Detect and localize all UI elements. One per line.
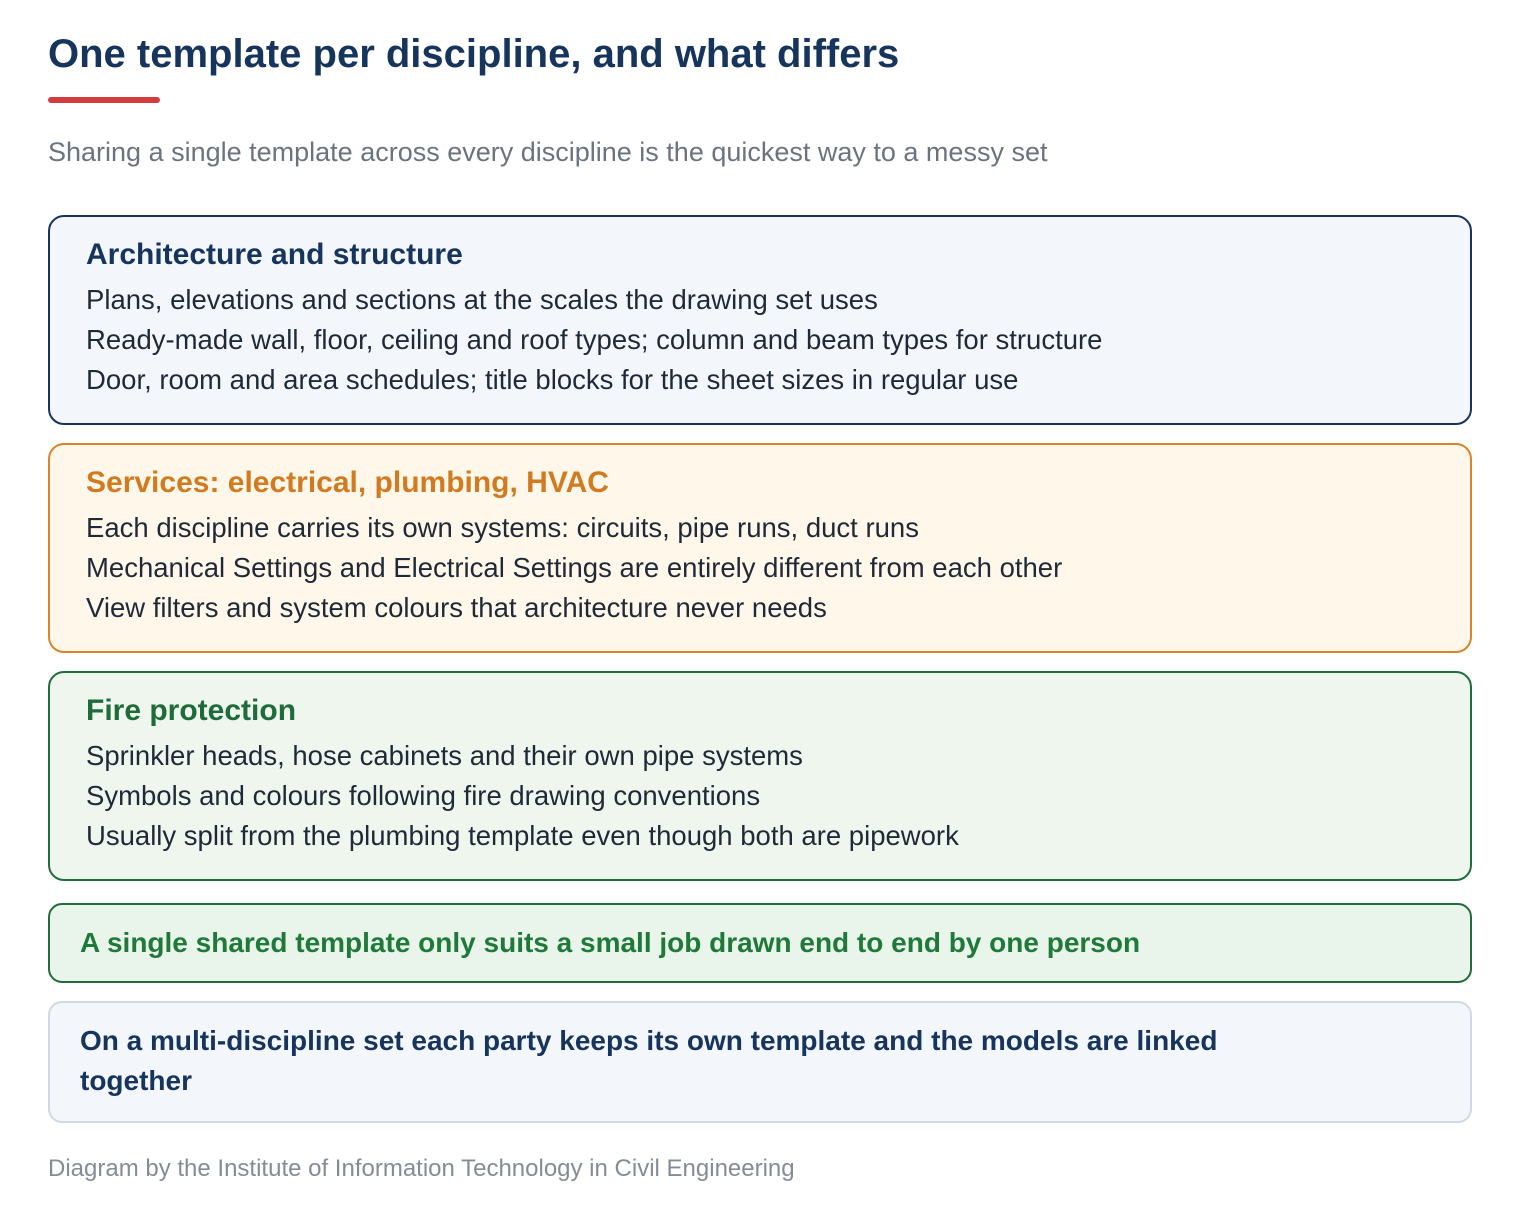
- card-title: Fire protection: [86, 694, 297, 727]
- footer-credit: Diagram by the Institute of Information Technology in Civil Engineering: [48, 1155, 795, 1182]
- card-line: Door, room and area schedules; title blocks for the sheet sizes in regular use: [86, 364, 1019, 395]
- card-title: Architecture and structure: [86, 238, 463, 271]
- card-services: [48, 443, 1472, 653]
- card-title: Services: electrical, plumbing, HVAC: [86, 466, 609, 499]
- card-line: Plans, elevations and sections at the scales the drawing set uses: [86, 284, 878, 315]
- page-subtitle: Sharing a single template across every discipline is the quickest way to a messy set: [48, 137, 1048, 167]
- card-line: Sprinkler heads, hose cabinets and their own pipe systems: [86, 740, 803, 771]
- card-line: Ready-made wall, floor, ceiling and roof types; column and beam types for structure: [86, 324, 1103, 355]
- card-line: Mechanical Settings and Electrical Settings are entirely different from each other: [86, 552, 1063, 583]
- note-multi-discipline: On a multi-discipline set each party keeps its own template and the models are linked together: [48, 1001, 1472, 1123]
- card-line: Each discipline carries its own systems: circuits, pipe runs, duct runs: [86, 512, 919, 543]
- title-accent-rule: [48, 97, 160, 103]
- card-line: View filters and system colours that architecture never needs: [86, 592, 827, 623]
- page-title: One template per discipline, and what differs: [48, 32, 900, 76]
- card-line: Symbols and colours following fire drawing conventions: [86, 780, 761, 811]
- card-architecture-structure: [48, 215, 1472, 425]
- card-fire-protection: [48, 671, 1472, 881]
- card-line: Usually split from the plumbing template even though both are pipework: [86, 820, 959, 851]
- note-single-template: A single shared template only suits a small job drawn end to end by one person: [48, 903, 1472, 983]
